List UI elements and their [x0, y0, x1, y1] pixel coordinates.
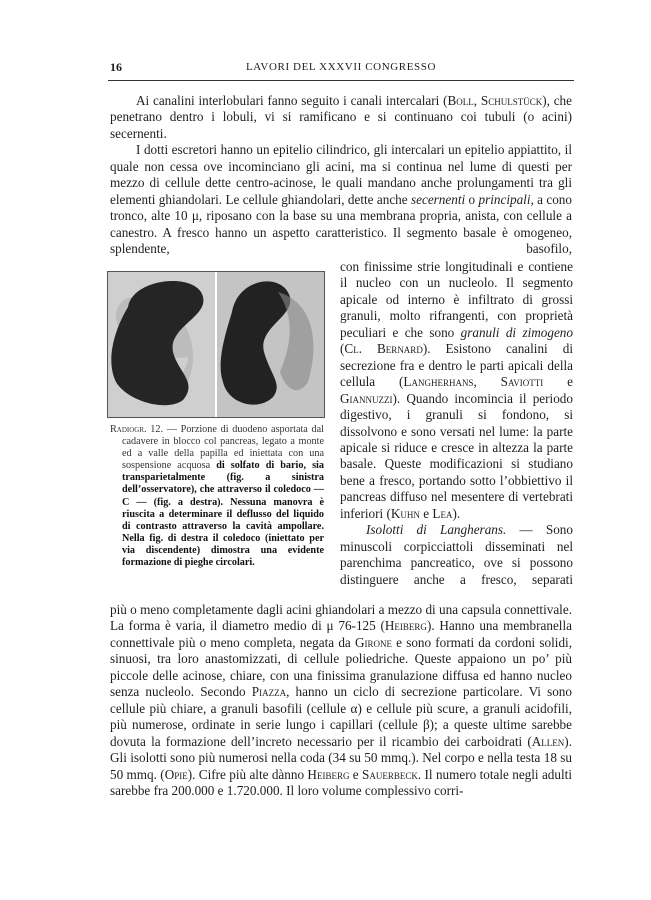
- text-run: o: [465, 191, 479, 207]
- page-number: 16: [110, 60, 122, 74]
- author-name: Schulstück: [480, 93, 543, 108]
- text-run: , a cono tronco, alte 10 μ, riposano con la base su una membrana propria, anista, con cellule a canestro. A fresco hanno un aspetto caratteristico. Il segmento basale è omogeneo, splendente, basofilo,: [110, 191, 572, 257]
- header-rule: [108, 80, 574, 81]
- italic-term: principali: [478, 191, 531, 207]
- caption-label: Radiogr. 12.: [110, 424, 164, 435]
- text-run: (: [340, 341, 345, 357]
- text-run: I dotti escretori hanno un epitelio cilindrico, gli intercalari un epitelio appiattito, il quale non cessa ove incominciano gli acini, ma si continua nel lume di questi per mezzo di cellule dette centro-acinose, le quali mandano anche prolungamenti tra gli elementi ghiandolari. Le cellule ghiandolari, dette anche: [110, 142, 572, 207]
- author-name: Opie: [164, 766, 188, 782]
- author-name: Boll: [447, 93, 474, 108]
- body-text-bottom: [110, 602, 572, 799]
- text-run: e: [543, 374, 574, 390]
- text-run: . Il numero totale negli adulti sarebbe fra 200.000 e 1.720.000. Il loro volume complessivo corri-: [110, 766, 572, 798]
- body-text-top: [110, 93, 572, 258]
- text-run: ), che penetrano dentro i lobuli, vi si ramificano e si continuano coi tubuli (o acini) secernenti.: [110, 93, 573, 141]
- text-run: con finissime strie longitudinali e contiene il nucleo con un nucleolo. Il segmento apicale od interno è infiltrato di grossi granuli, molto rifrangenti, con proprietà peculiari e che sono: [340, 259, 573, 340]
- author-name: Sauerbeck: [362, 766, 418, 782]
- running-title: LAVORI DEL XXXVII CONGRESSO: [245, 61, 437, 73]
- text-run: più o meno completamente dagli acini ghiandolari a mezzo di una capsula connettivale. La forma è varia, il diametro medio di μ 76-125 (: [110, 602, 572, 634]
- text-run: — Sono minuscoli corpicciattoli disseminati nel parenchima pancreatico, ove si possono distinguere anche a fresco, separati: [340, 522, 573, 587]
- italic-term: granuli di zimogeno: [460, 324, 573, 340]
- author-name: Giannuzzi: [340, 390, 393, 406]
- italic-term: secernenti: [410, 191, 466, 207]
- text-run: ). Quando incomincia il periodo digestivo, i granuli si fondono, si dissolvono e sono versati nel lume: la parte apicale si riduce e cresce in altezza la parte basale. Queste modificazioni si studiano bene a fresco, portando sotto l’obbiettivo il pancreas diffuso nel mesentere di vertebrati inferiori (: [340, 390, 573, 521]
- text-run: ). Esistono canalini di secrezione fra e dentro le parti apicali della cellula (: [340, 341, 574, 390]
- paragraph: [110, 142, 572, 257]
- author-name: Langherhans: [403, 374, 474, 390]
- text-run: , hanno un ciclo di secrezione particolare. Vi sono cellule più chiare, a granuli basofili (cellule α) e cellule più scure, a granuli acidofili, più numerose, ordinate in serie lungo i capillari (cellule β); a queste ultime sarebbe dovuta la formazione dell’increto necessario per il ricambio dei carboidrati (: [110, 684, 572, 749]
- caption-text-bold: di solfato di bario, sia transparietalmente (fig. a sinistra dell’osservatore), che attraverso il coledoco — C — (fig. a destra). Nessuna manovra è riuscita a determinare il deflusso del liquido di contrasto attraverso la cavità ampollare. Nella fig. di destra il coledoco (iniettato per via discendente) dimostra una evidente formazione di pieghe circolari.: [122, 460, 324, 569]
- text-run: ,: [473, 93, 481, 108]
- text-run: ). Cifre più alte dànno: [187, 766, 308, 782]
- text-run: e: [349, 766, 363, 782]
- paragraph: [340, 522, 573, 588]
- paragraph: [110, 93, 572, 142]
- author-name: Heiberg: [307, 766, 350, 782]
- caption-text: — Porzione di duodeno asportata dal cadavere in blocco col pancreas, legato a monte ed a valle della papilla ed iniettata con una sospensione acquosa: [122, 424, 324, 472]
- text-run: ). Gli isolotti sono più numerosi nella coda (34 su 50 mmq.). Nel corpo e nella testa 18 su 50 mmq. (: [110, 733, 572, 782]
- author-name: Allen: [531, 733, 565, 749]
- author-name: Saviotti: [500, 374, 544, 390]
- figure-caption: [110, 424, 324, 569]
- author-name: Heiberg: [384, 618, 427, 634]
- radiograph-image: [108, 272, 324, 417]
- author-name: Piazza: [251, 684, 287, 700]
- italic-term: Isolotti di Langherans.: [366, 522, 507, 538]
- paragraph: [110, 602, 572, 799]
- author-name: Girone: [354, 634, 392, 650]
- radiograph-figure: [107, 271, 325, 418]
- text-run: e sono formati da cordoni solidi, sinuosi, tra loro anastomizzati, di cellule poliedriche. Queste appaiono un po’ più piccole delle acinose, chiare, con una finissima granulazione diffusa ed hanno nucleo senza nucleolo. Secondo: [110, 634, 572, 700]
- author-name: Kuhn: [390, 505, 420, 521]
- text-run: ). Hanno una membranella connettivale più o meno completa, negata da: [110, 618, 572, 650]
- paragraph: [340, 259, 573, 522]
- author-name: Lea: [432, 505, 453, 521]
- text-run: ,: [473, 374, 501, 390]
- text-run: e: [419, 505, 433, 521]
- text-run: Ai canalini interlobulari fanno seguito i canali intercalari (: [136, 93, 448, 108]
- author-name: Cl. Bernard: [344, 341, 423, 357]
- text-run: ).: [452, 505, 461, 521]
- body-text-right-column: [340, 259, 573, 588]
